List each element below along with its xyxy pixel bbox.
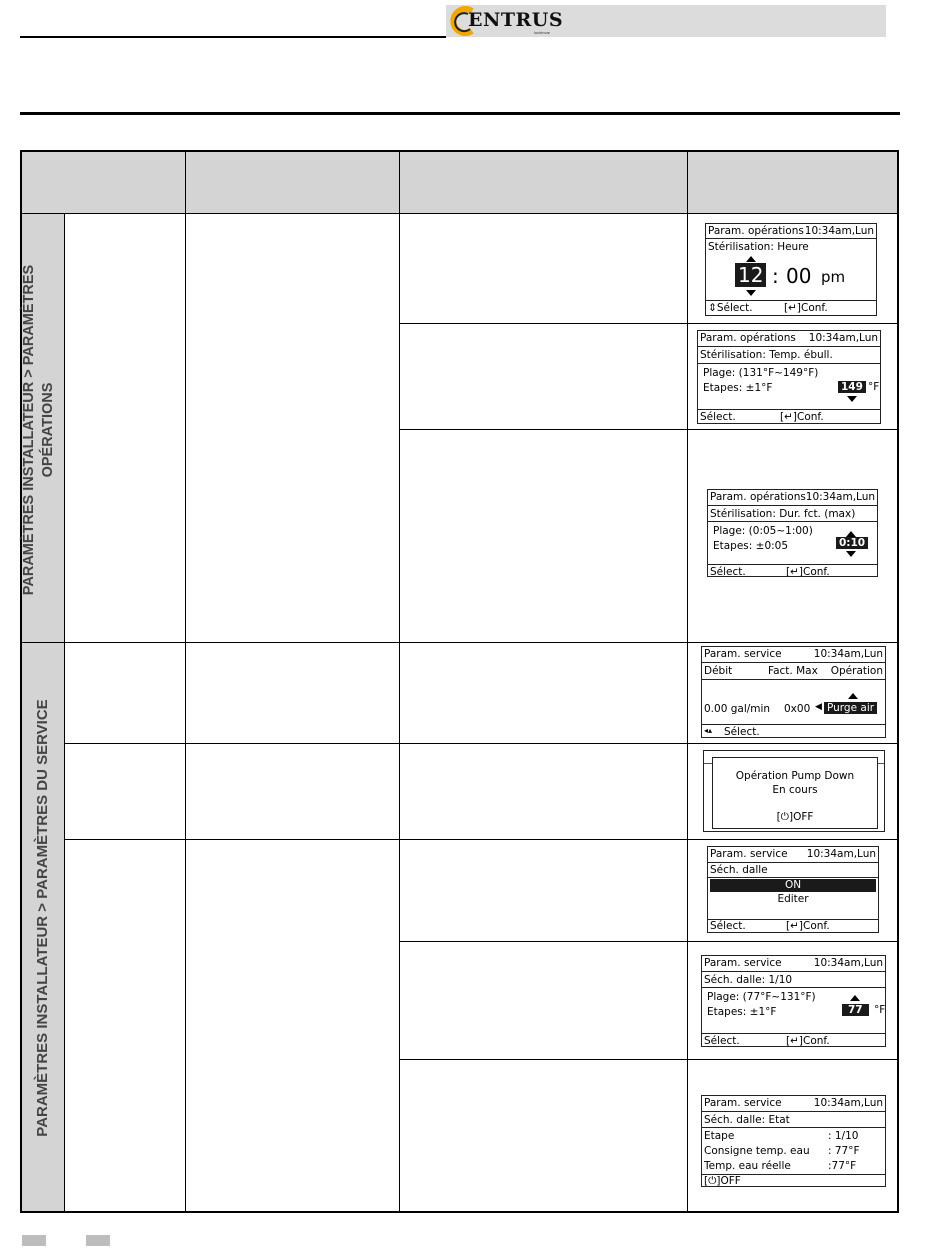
updown-icon: ⇕ <box>708 302 717 314</box>
col-debit: Débit <box>704 665 733 677</box>
lcd-subtitle: Séch. dalle <box>710 864 768 876</box>
unit: °F <box>874 1004 886 1016</box>
value-box: 0:10 <box>836 537 868 549</box>
lcd-title: Param. service <box>710 848 788 860</box>
header-rule <box>20 36 446 38</box>
lcd-time: 10:34am,Lun <box>813 648 883 660</box>
arrow-up-icon <box>848 693 858 699</box>
footer-mark <box>86 1235 110 1246</box>
arrow-up-icon <box>746 256 756 262</box>
range-text: Plage: (77°F~131°F) <box>707 991 816 1003</box>
lcd-title: Param. opérations <box>710 491 806 503</box>
confirm-label: [↵]Conf. <box>786 1035 830 1047</box>
logo-subtext: lochinvar <box>534 30 551 35</box>
option-editer[interactable]: Editer <box>777 893 809 905</box>
lcd-subtitle: Stérilisation: Heure <box>708 241 809 253</box>
col-sep <box>64 214 65 1211</box>
lcd-sterilisation-heure <box>705 223 877 316</box>
confirm-label: [↵]Conf. <box>786 920 830 932</box>
minutes-value: 00 <box>786 264 812 288</box>
lcd-sechage-dalle <box>707 846 879 933</box>
hour-value: 12 <box>735 263 766 287</box>
col-sep <box>399 214 400 1211</box>
lcd-time: 10:34am,Lun <box>808 332 878 344</box>
lcd-time: 10:34am,Lun <box>806 848 876 860</box>
status-label: Temp. eau réelle <box>704 1160 791 1172</box>
arrow-down-icon <box>846 551 856 557</box>
status-label: Etape <box>704 1130 735 1142</box>
lcd-time: 10:34am,Lun <box>813 1097 883 1109</box>
lcd-sechage-etape <box>701 955 886 1047</box>
arrow-up-icon <box>850 995 860 1001</box>
lcd-pump-down <box>703 750 885 832</box>
side-label-service: PARAMÈTRES INSTALLATEUR > PARAMÈTRES DU SERVICE <box>34 699 51 1137</box>
row-line <box>399 1059 897 1060</box>
confirm-label: [↵]Conf. <box>784 302 828 314</box>
lcd-subtitle: Stérilisation: Temp. ébull. <box>700 349 833 361</box>
lcd-title: Param. service <box>704 957 782 969</box>
lcd-sterilisation-temp <box>697 330 881 424</box>
status-value: : 1/10 <box>828 1130 859 1142</box>
status-value: : 77°F <box>828 1145 860 1157</box>
select-label: Sélect. <box>710 566 746 577</box>
power-icon: [⏻] <box>776 811 794 823</box>
value-box: 149 <box>838 381 866 393</box>
col-sep <box>687 214 688 1211</box>
row-line <box>64 743 897 744</box>
side-label-operations: PARAMÈTRES INSTALLATEUR > PARAMÈTRES OPÉRATIONS <box>21 264 56 596</box>
lcd-title: Param. service <box>704 648 782 660</box>
unit: °F <box>868 381 880 393</box>
col-sep <box>185 214 186 1211</box>
confirm-label: [↵]Conf. <box>780 411 824 423</box>
status-label: Consigne temp. eau <box>704 1145 810 1157</box>
fact-value: 0x00 <box>784 703 811 715</box>
lcd-title: Param. opérations <box>700 332 796 344</box>
col-sep <box>687 152 688 214</box>
popup-dialog <box>712 757 878 829</box>
confirm-label: [↵]Conf. <box>786 566 830 577</box>
header-bottom-line <box>22 213 897 214</box>
select-label: Sélect. <box>710 920 746 932</box>
off-button[interactable]: [⏻]OFF <box>704 1175 741 1187</box>
off-button[interactable]: [⏻]OFF <box>776 811 814 823</box>
power-icon: [⏻] <box>704 1175 721 1187</box>
lcd-title: Param. service <box>704 1097 782 1109</box>
row-line <box>399 323 897 324</box>
flow-value: 0.00 gal/min <box>704 703 771 715</box>
option-on[interactable]: ON <box>710 879 876 892</box>
popup-line1: Opération Pump Down <box>735 770 855 782</box>
footer-mark <box>22 1235 46 1246</box>
range-text: Plage: (0:05~1:00) <box>713 525 813 537</box>
row-line <box>399 941 897 942</box>
steps-text: Etapes: ±0:05 <box>713 540 789 552</box>
lcd-time: 10:34am,Lun <box>813 957 883 969</box>
steps-text: Etapes: ±1°F <box>707 1006 777 1018</box>
left-up-icon: ◂▴ <box>704 726 713 735</box>
select-label: Sélect. <box>700 411 736 423</box>
col-fact-max: Fact. Max <box>768 665 818 677</box>
ampm-value: pm <box>821 268 846 286</box>
lcd-service-operation <box>701 646 886 738</box>
lcd-time: 10:34am,Lun <box>804 225 874 237</box>
select-label: Sélect. <box>724 726 760 738</box>
time-colon: : <box>772 264 779 288</box>
table-header <box>22 152 897 214</box>
lcd-subtitle: Séch. dalle: Etat <box>704 1114 790 1126</box>
row-line <box>399 429 897 430</box>
popup-line2: En cours <box>772 784 818 796</box>
operation-value: Purge air <box>824 702 877 714</box>
row-line <box>64 839 897 840</box>
col-sep <box>399 152 400 214</box>
col-sep <box>185 152 186 214</box>
range-text: Plage: (131°F~149°F) <box>703 367 819 379</box>
col-operation: Opération <box>830 665 883 677</box>
lcd-subtitle: Stérilisation: Dur. fct. (max) <box>710 508 856 520</box>
logo-text: ENTRUS <box>468 9 564 31</box>
status-value: :77°F <box>828 1160 857 1172</box>
steps-text: Etapes: ±1°F <box>703 382 773 394</box>
lcd-time: 10:34am,Lun <box>805 491 875 503</box>
lcd-subtitle: Séch. dalle: 1/10 <box>704 974 793 986</box>
section-rule <box>20 112 900 115</box>
arrow-down-icon <box>746 290 756 296</box>
centrus-logo <box>446 5 566 37</box>
select-label: ⇕Sélect. <box>708 302 753 314</box>
lcd-sechage-etat <box>701 1095 886 1187</box>
section-divider <box>22 642 897 643</box>
arrow-left-icon: ◀ <box>815 702 822 712</box>
select-label: Sélect. <box>704 1035 740 1047</box>
value-box: 77 <box>842 1004 869 1016</box>
arrow-down-icon <box>847 396 857 402</box>
lcd-title: Param. opérations <box>708 225 804 237</box>
lcd-sterilisation-duree <box>707 489 878 577</box>
